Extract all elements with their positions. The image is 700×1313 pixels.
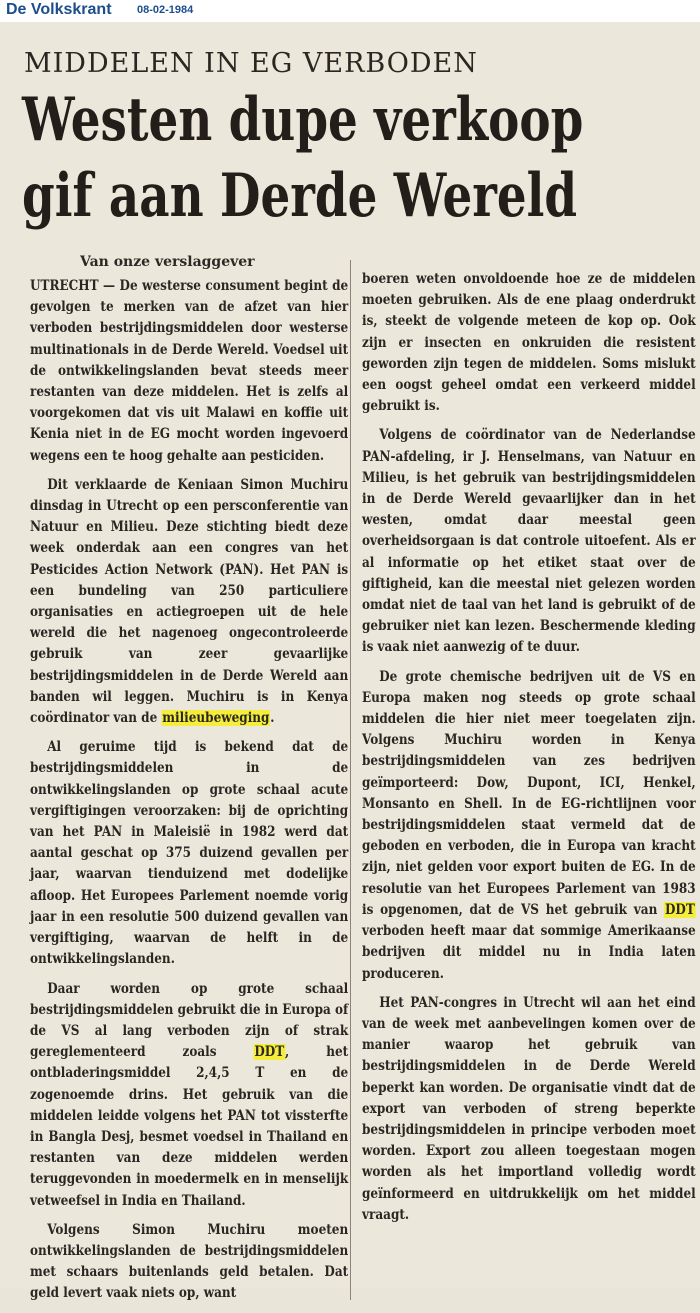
source-header [0, 0, 700, 22]
highlighted-term: DDT [664, 901, 695, 918]
highlighted-term: milieubeweging [162, 710, 270, 727]
paragraph: Het PAN-congres in Utrecht wil aan het eind van de week met aanbevelingen komen over de manier waarop het gebruik van bestrijdingsmiddelen in de Derde Wereld beperkt kan worden. De organisatie vindt dat de export van verboden of streng beperkte bestrijdingsmiddelen in principe verboden moet worden. Export zou alleen toegestaan mogen worden als het importland volledig wordt geïnformeerd en uitdrukkelijk om het middel vraagt. [362, 994, 696, 1223]
newspaper-name: De Volkskrant [6, 1, 112, 18]
dateline: UTRECHT — [30, 278, 116, 294]
headline-line-2: gif aan Derde Wereld [22, 161, 578, 231]
newspaper-clipping [0, 22, 700, 1302]
paragraph: Volgens Simon Muchiru moeten ontwikkelingslanden de bestrijdingsmiddelen met schaars buitenlands geld betalen. Dat geld levert vaak niets op, want [30, 1221, 349, 1302]
paragraph: De grote chemische bedrijven uit de VS en Europa maken nog steeds op grote schaal middelen die hier niet meer toegelaten zijn. Volgens Muchiru worden in Kenya bestrijdingsmiddelen van zes bedrijven geïmporteerd: Dow, Dupont, ICI, Henkel, Monsanto en Shell. In de EG-richtlijnen voor bestrijdingsmiddelen staat vermeld dat de geboden en verboden, die in Europa van kracht zijn, niet gelden voor export buiten de EG. In de resolutie van het Europees Parlement van 1983 is opgenomen, dat de VS het gebruik van DDT verboden heeft maar dat sommige Amerikaanse bedrijven dit middel nu in India laten produceren. [362, 668, 696, 982]
article-column-1 [30, 276, 348, 1313]
paragraph: Al geruime tijd is bekend dat de bestrijdingsmiddelen in de ontwikkelingslanden op grote schaal acute vergiftigingen veroorzaken: bij de oprichting van het PAN in Maleisië in 1982 werd dat aantal geschat op 375 duizend gevallen per jaar, waarvan tienduizend met dodelijke afloop. Het Europees Parlement noemde vorig jaar in een resolutie 500 duizend gevallen van vergiftiging, waarvan de helft in de ontwikkelingslanden. [30, 739, 349, 968]
paragraph-text: De westerse consument begint de gevolgen te merken van de afzet van hier verboden bestrijdingsmiddelen door westerse multinationals in de Derde Wereld. Voedsel uit de ontwikkelingslanden bevat steeds meer restanten van deze middelen. Het is zelfs al voorgekomen dat vis uit Malawi en koffie uit Kenia niet in de EG mocht worden ingevoerd wegens een te hoog gehalte aan pesticiden. [30, 278, 349, 464]
paragraph [30, 276, 348, 467]
article-kicker: MIDDELEN IN EG VERBODEN [24, 48, 478, 79]
headline-line-1: Westen dupe verkoop [22, 85, 584, 155]
paragraph: Volgens de coördinator van de Nederlandse PAN-afdeling, ir J. Henselmans, van Natuur en Milieu, is het gebruik van bestrijdingsmiddelen in de Derde Wereld gevaarlijker dan in het westen, omdat daar meestal geen overheidsorgaan is dat controle uitoefent. Als er al informatie op het etiket staat over de giftigheid, kan die meestal niet gelezen worden omdat niet de taal van het land is gebruikt of de gebruiker niet kan lezen. Beschermende kleding is vaak niet aanwezig of te duur. [362, 427, 696, 656]
column-divider [350, 260, 351, 1300]
article-column-2 [362, 269, 696, 1234]
publication-date: 08-02-1984 [137, 4, 194, 16]
paragraph: Dit verklaarde de Keniaan Simon Muchiru dinsdag in Utrecht op een persconferentie van Natuur en Milieu. Deze stichting biedt deze week onderdak aan een congres van het Pesticides Action Network (PAN). Het PAN is een bundeling van 250 particuliere organisaties en actiegroepen uit de hele wereld die het nagenoeg ongecontroleerde gebruik van zeer gevaarlijke bestrijdingsmiddelen in de Derde Wereld aan banden wil leggen. Muchiru is in Kenya coördinator van de milieubeweging. [30, 476, 349, 727]
byline: Van onze verslaggever [80, 254, 255, 270]
highlighted-term: DDT [254, 1044, 285, 1061]
paragraph: boeren weten onvoldoende hoe ze de middelen moeten gebruiken. Als de ene plaag onderdrukt is, steekt de volgende meteen de kop op. Ook zijn er insecten en onkruiden die resistent geworden zijn tegen de middelen. Soms mislukt een oogst geheel omdat een verkeerd middel gebruikt is. [362, 271, 696, 415]
article-headline [22, 82, 584, 234]
paragraph: Daar worden op grote schaal bestrijdingsmiddelen gebruikt die in Europa of de VS al lang verboden zijn of strak gereglementeerd zoals DDT, het ontbladeringsmiddel 2,4,5 T en de zogenoemde drins. Het gebruik van die middelen leidde volgens het PAN tot vissterfte in Bangla Desj, besmet voedsel in Thailand en restanten van deze middelen werden teruggevonden in moedermelk en in menselijk vetweefsel in India en Thailand. [30, 980, 349, 1209]
